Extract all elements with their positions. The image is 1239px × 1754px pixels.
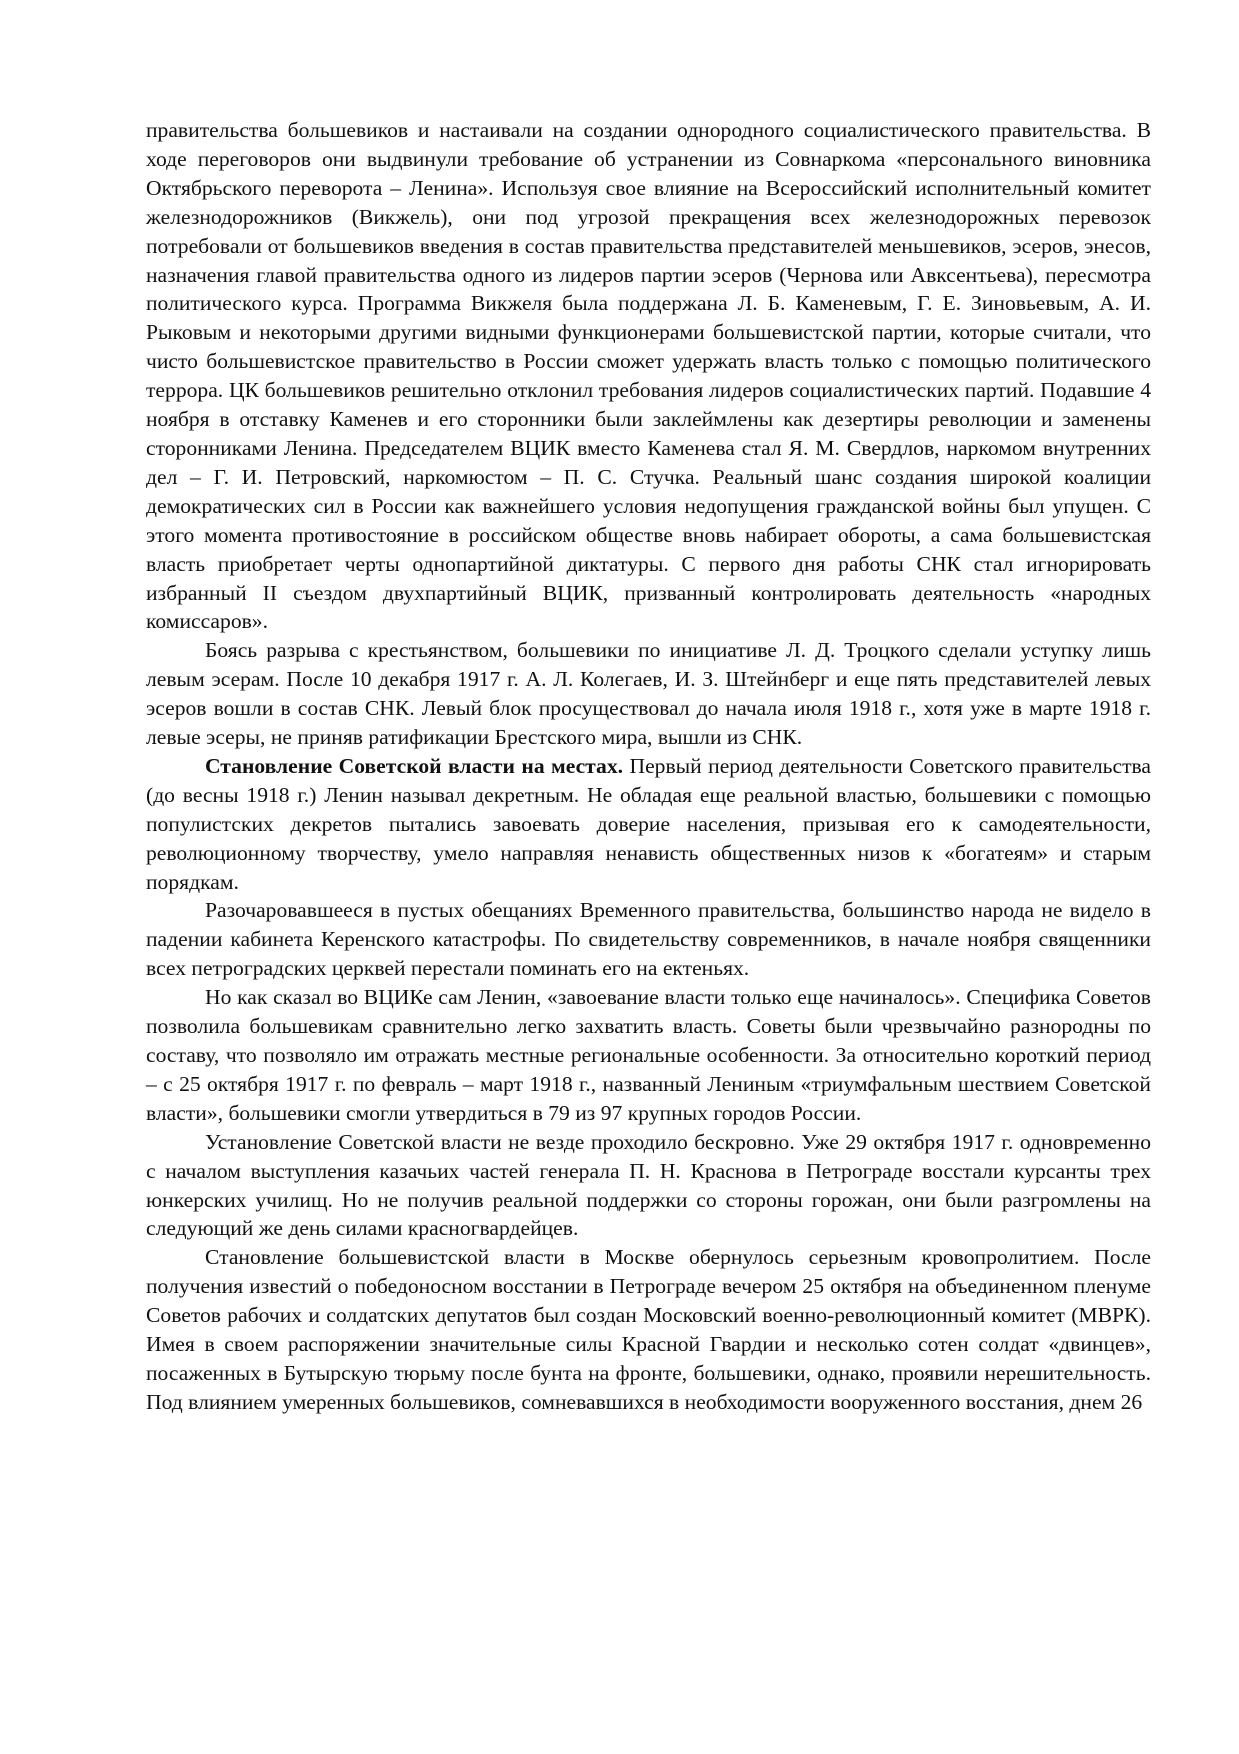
paragraph-3-text: Первый период деятельности Советского правительства (до весны 1918 г.) Ленин называл декретным. Не обладая еще реальной властью, большевики с помощью популистских декретов пытались завоевать доверие населения, призывая его к самодеятельности, революционному творчеству, умело направляя ненависть общественных низов к «богатеям» и старым порядкам. [146,753,1152,894]
paragraph-5-text: Но как сказал во ВЦИКе сам Ленин, «завоевание власти только еще начиналось». Специфика Советов позволила большевикам сравнительно легко захватить власть. Советы были чрезвычайно разнородны по составу, что позволяло им отражать местные региональные особенности. За относительно короткий период – с 25 октября 1917 г. по февраль – март 1918 г., названный Лениным «триумфальным шествием Советской власти», большевики смогли утвердиться в 79 из 97 крупных городов России. [146,985,1151,1125]
document-page [146,116,1151,1417]
paragraph-2 [146,636,1151,752]
paragraph-6-text: Установление Советской власти не везде проходило бескровно. Уже 29 октября 1917 г. одновременно с началом выступления казачьих частей генерала П. Н. Краснова в Петрограде восстали курсанты трех юнкерских училищ. Но не получив реальной поддержки со стороны горожан, они были разгромлены на следующий же день силами красногвардейцев. [146,1129,1151,1241]
paragraph-3 [146,752,1151,897]
paragraph-4-text: Разочаровавшееся в пустых обещаниях Временного правительства, большинство народа не видело в падении кабинета Керенского катастрофы. По свидетельству современников, в начале ноября священники всех петроградских церквей перестали поминать его на ектеньях. [146,898,1151,981]
paragraph-1 [146,116,1151,636]
paragraph-5 [146,983,1151,1128]
paragraph-1-text: правительства большевиков и настаивали на создании однородного социалистического правительства. В ходе переговоров они выдвинули требование об устранении из Совнаркома «персонального виновника Октябрьского переворота – Ленина». Используя свое влияние на Всероссийский исполнительный комитет железнодорожников (Викжель), они под угрозой прекращения всех железнодорожных перевозок потребовали от большевиков введения в состав правительства представителей меньшевиков, эсеров, энесов, назначения главой правительства одного из лидеров партии эсеров (Чернова или Авксентьева), пересмотра политического курса. Программа Викжеля была поддержана Л. Б. Каменевым, Г. Е. Зиновьевым, А. И. Рыковым и некоторыми другими видными функционерами большевистской партии, которые считали, что чисто большевистское правительство в России сможет удержать власть только с помощью политического террора. ЦК большевиков решительно отклонил требования лидеров социалистических партий. Подавшие 4 ноября в отставку Каменев и его сторонники были заклеймлены как дезертиры революции и заменены сторонниками Ленина. Председателем ВЦИК вместо Каменева стал Я. М. Свердлов, наркомом внутренних дел – Г. И. Петровский, наркомюстом – П. С. Стучка. Реальный шанс создания широкой коалиции демократических сил в России как важнейшего условия недопущения гражданской войны был упущен. С этого момента противостояние в российском обществе вновь набирает обороты, а сама большевистская власть приобретает черты однопартийной диктатуры. С первого дня работы СНК стал игнорировать избранный II съездом двухпартийный ВЦИК, призванный контролировать деятельность «народных комиссаров». [146,118,1151,634]
section-heading: Становление Советской власти на местах. [205,753,624,778]
paragraph-2-text: Боясь разрыва с крестьянством, большевики по инициативе Л. Д. Троцкого сделали уступку лишь левым эсерам. После 10 декабря 1917 г. А. Л. Колегаев, И. З. Штейнберг и еще пять представителей левых эсеров вошли в состав СНК. Левый блок просуществовал до начала июля 1918 г., хотя уже в марте 1918 г. левые эсеры, не приняв ратификации Брестского мира, вышли из СНК. [146,638,1151,750]
paragraph-6 [146,1128,1151,1244]
paragraph-7-text: Становление большевистской власти в Москве обернулось серьезным кровопролитием. После получения известий о победоносном восстании в Петрограде вечером 25 октября на объединенном пленуме Советов рабочих и солдатских депутатов был создан Московский военно-революционный комитет (МВРК). Имея в своем распоряжении значительные силы Красной Гвардии и несколько сотен солдат «двинцев», посаженных в Бутырскую тюрьму после бунта на фронте, большевики, однако, проявили нерешительность. Под влиянием умеренных большевиков, сомневавшихся в необходимости вооруженного восстания, днем 26 [146,1245,1151,1414]
paragraph-7 [146,1243,1151,1416]
paragraph-4 [146,896,1151,983]
